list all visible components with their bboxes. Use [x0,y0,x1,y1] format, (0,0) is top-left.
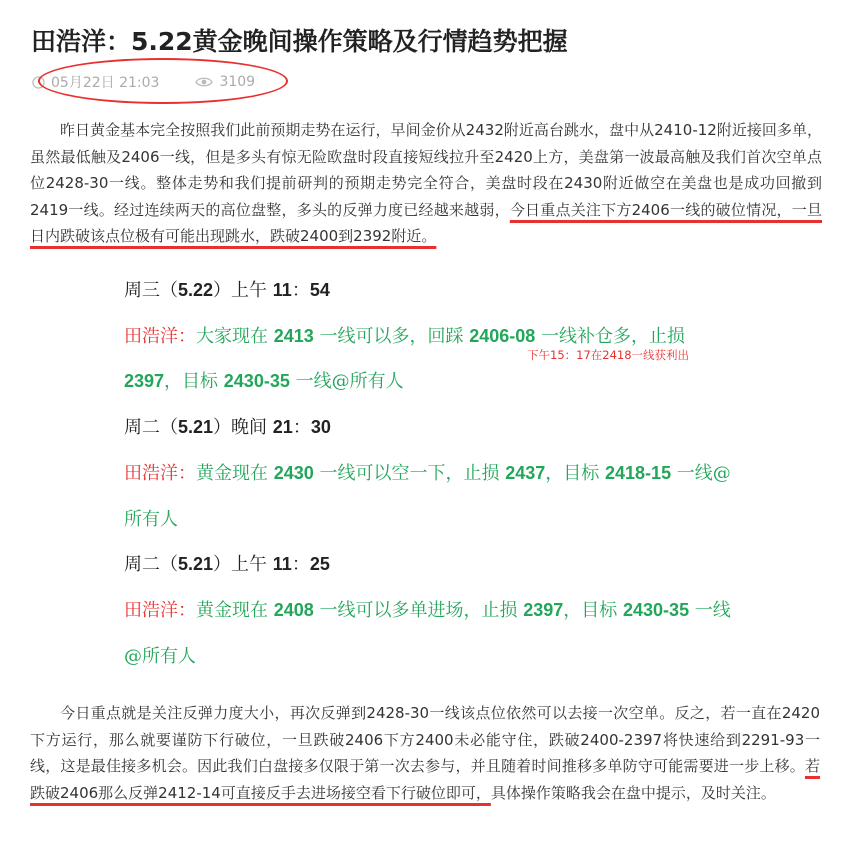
number-token: 2430-35 [223,371,290,392]
intro-text: 昨日黄金基本完全按照我们此前预期走势在运行，早间金价从2432附近高台跳水，盘中从2410-12附近接回多单，虽然最低触及2406一线，但是多头有惊无险欧盘时段直接短线拉升至2420上方，美盘第一波最高触及我们首次空单点位2428-30一线。整体走势和我们提前研判的预期走势完全符合，美盘时段在2430附近做空在美盘也是成功回撤到2419一线。经过连续两天的高位盘整，多头的反弹力度已经越来越弱， [30,121,822,219]
update-body: 黄金现在 2408 一线可以多单进场，止损 2397，目标 2430-35 一线@所有人 [124,599,731,667]
update-time: 周三（5.22）上午 11：54 [124,280,330,301]
number-token: 2418-15 [605,462,672,483]
number-token: 11 [272,554,292,575]
number-token: 2406-08 [469,325,536,346]
trade-updates [124,268,744,679]
number-token: 2430-35 [623,599,690,620]
intro-highlight: 今日重点关注下方2406一线的破位情况，一旦日内跌破该点位极有可能出现跳水，跌破2400到2392附近。 [30,200,822,246]
closing-tail: 具体操作策略我会在盘中提示，及时关注。 [490,783,776,802]
view-count: 3109 [219,74,256,90]
publish-date: 05月22日 21:03 [51,75,160,91]
meta-highlight-oval [38,58,288,104]
number-token: 5.21 [178,417,214,438]
number-token: 21 [272,417,293,438]
number-token: 2397 [124,371,165,392]
number-token: 2437 [505,462,546,483]
number-token: 11 [272,280,292,300]
number-token: 2413 [273,325,314,346]
update-body: 黄金现在 2430 一线可以空一下，止损 2437，目标 2418-15 一线@所有人 [124,462,731,530]
number-token: 2408 [273,599,314,620]
update-time: 周二（5.21）上午 11：25 [124,554,330,576]
number-token: 5.21 [178,554,214,575]
update-message [124,588,744,679]
number-token: 2397 [523,599,564,620]
update-body: 大家现在 2413 一线可以多，回踩 2406-08 一线补仓多，止损 2397，目标 2430-35 一线@所有人 [124,325,686,393]
intro-paragraph [30,117,822,250]
closing-paragraph [30,700,820,806]
update-author: 田浩洋： [124,462,196,484]
profit-annotation: 下午15：17在2418一线获利出 [527,348,690,362]
update-author: 田浩洋： [124,325,196,347]
closing-text: 今日重点就是关注反弹力度大小，再次反弹到2428-30一线该点位依然可以去接一次空单。反之，若一直在2420下方运行，那么就要谨防下行破位，一旦跌破2406下方2400未必能守住，跌破2400-2397将快速给到2291-93一线，这是最佳接多机会。因此我们白盘接多仅限于第一次去参与，并且随着时间推移多单防守可能需要进一步上移。 [30,704,820,776]
update-author: 田浩洋： [124,599,196,621]
number-token: 30 [310,417,331,438]
update-time: 周二（5.21）晚间 21：30 [124,417,331,439]
update-message [124,451,744,542]
article-title: 田浩洋：5.22黄金晚间操作策略及行情趋势把握 [31,27,568,56]
closing-highlight: 若跌破2406那么反弹2412-14可直接反手去进场接空看下行破位即可， [30,757,820,802]
number-token: 54 [309,280,330,300]
number-token: 25 [309,554,330,575]
number-token: 2430 [273,462,314,483]
number-token: 5.22 [178,280,214,300]
